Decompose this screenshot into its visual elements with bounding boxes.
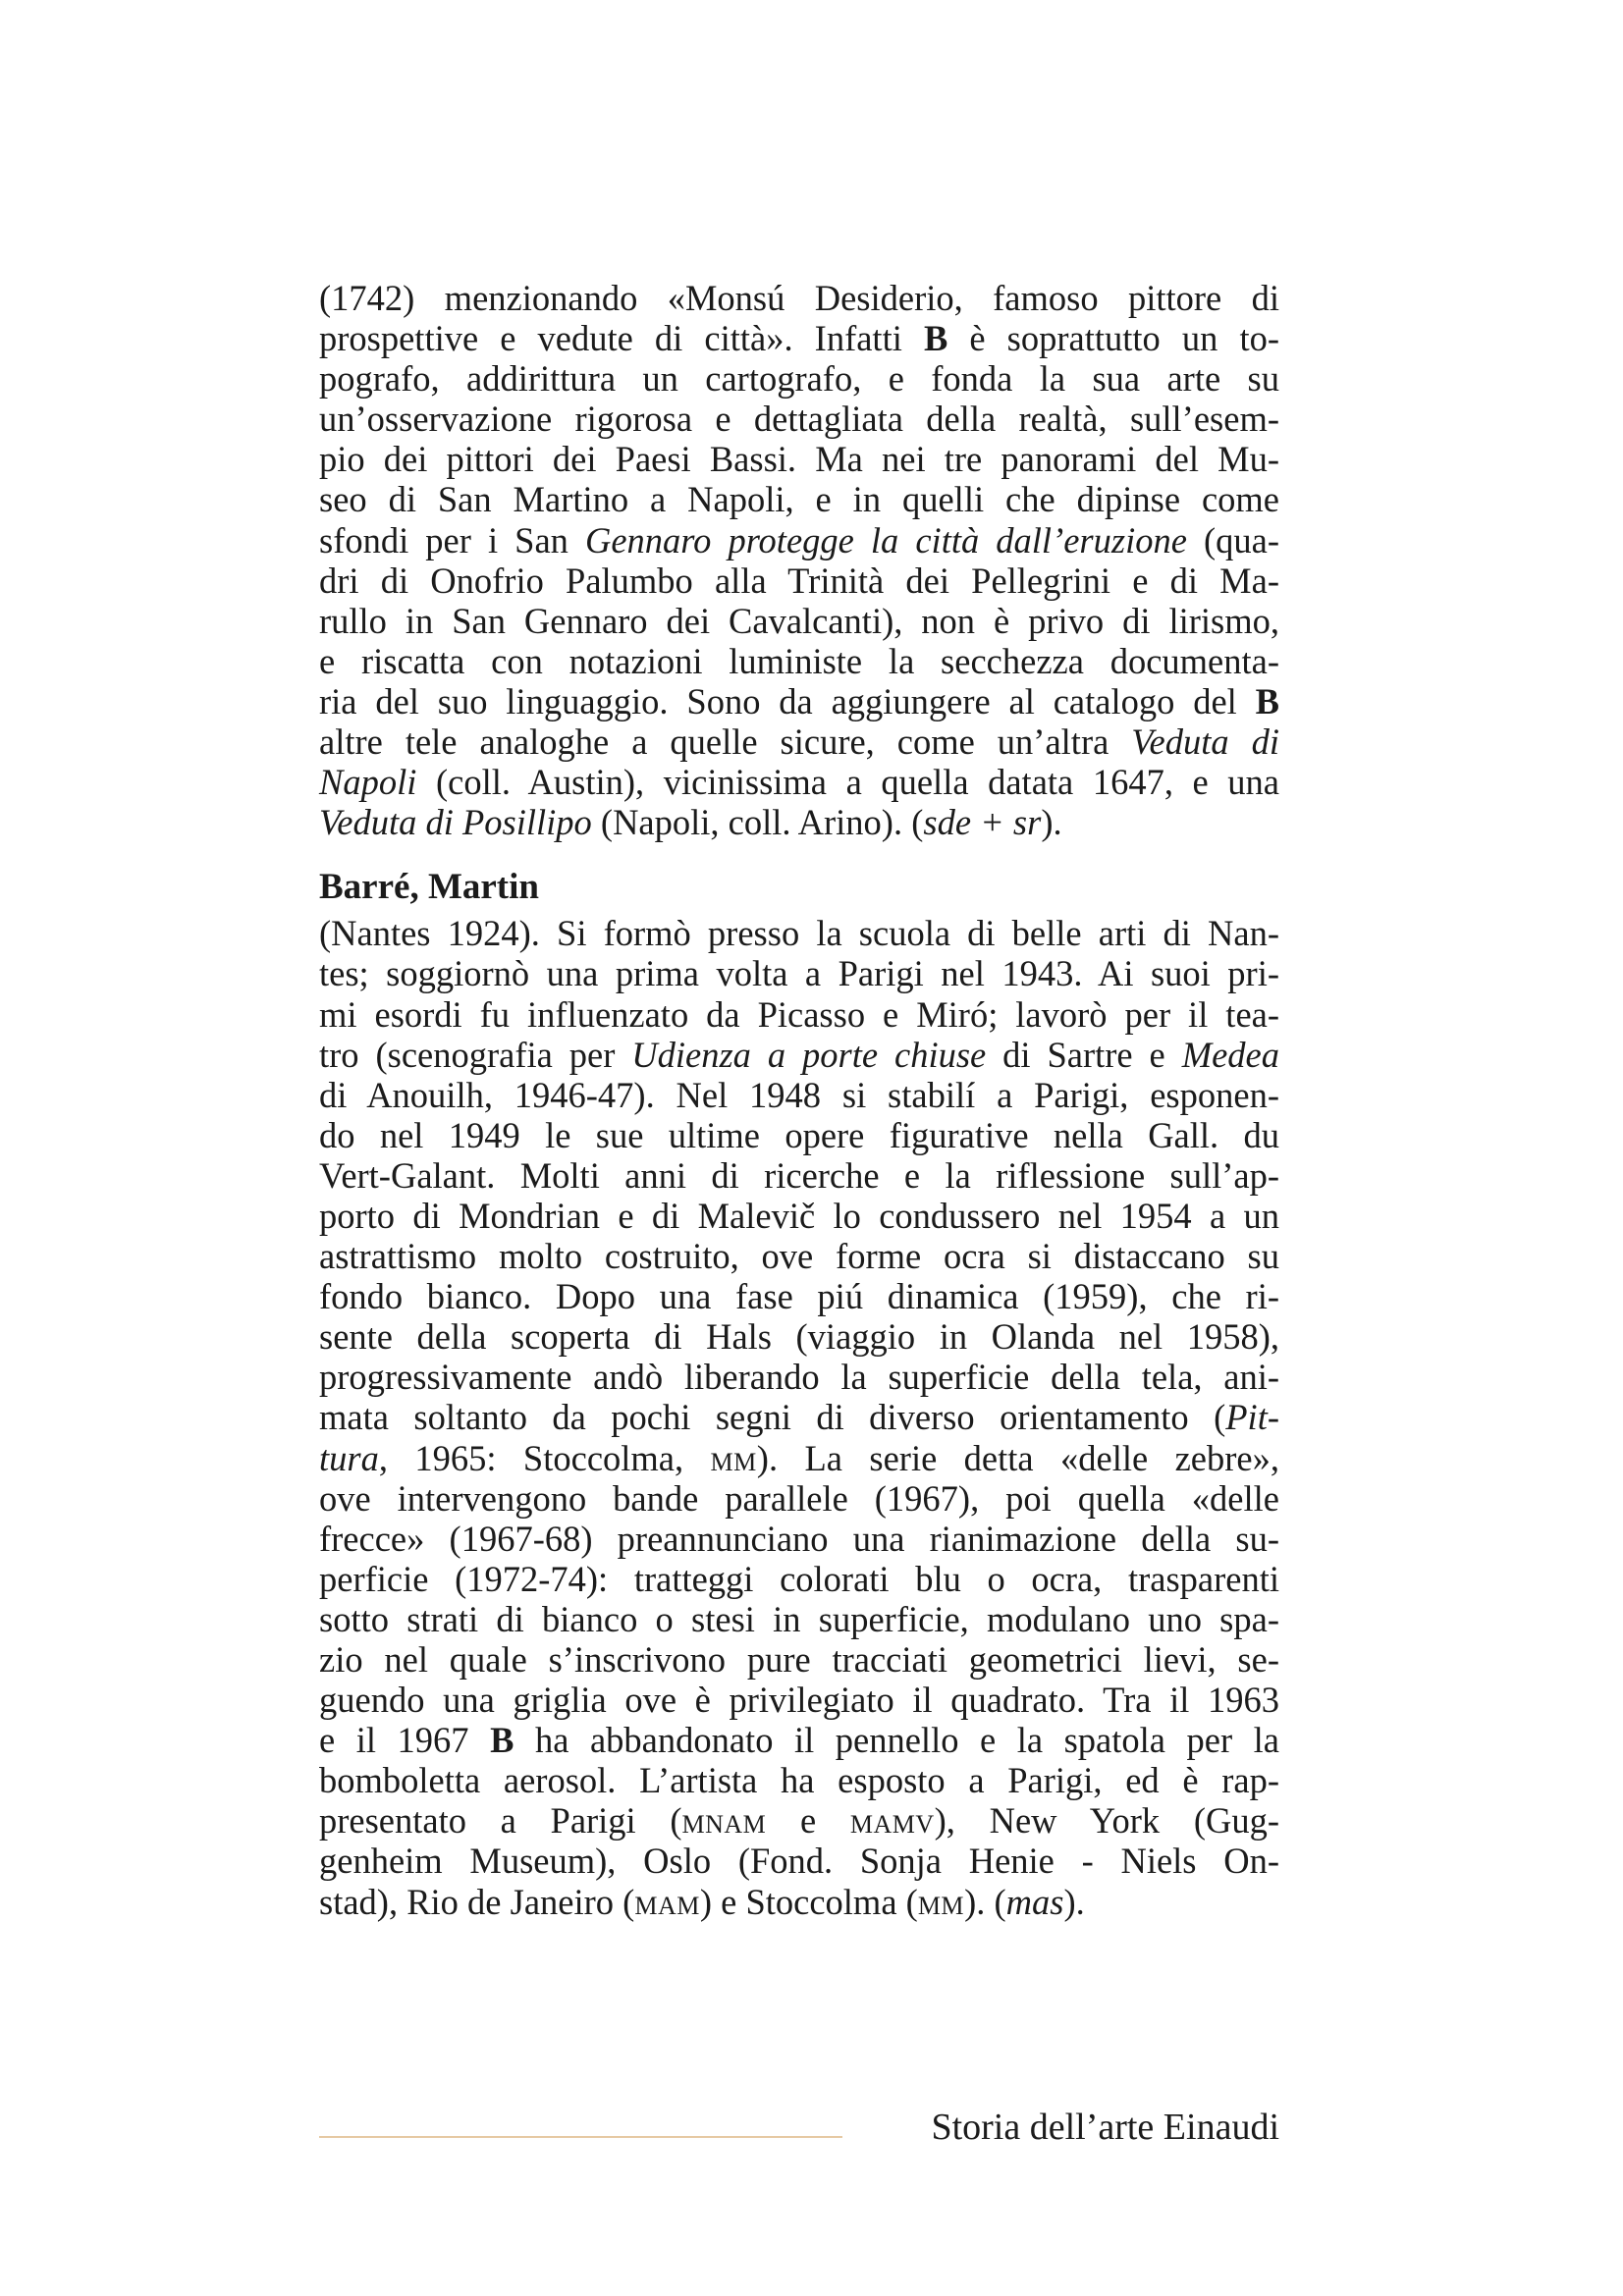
text-run: ). (1063, 1881, 1085, 1922)
text-run: e riscatta con notazioni luministe la secchezza documenta- (319, 640, 1279, 681)
text-run: guendo una griglia ove è privilegiato il quadrato. Tra il 1963 (319, 1680, 1279, 1721)
text-run: presentato a Parigi ( (319, 1800, 682, 1842)
text-line (319, 1478, 1279, 1519)
text-run: è soprattutto un to- (947, 318, 1279, 359)
text-line (319, 561, 1279, 601)
text-run: prospettive e vedute di città». Infatti (319, 318, 924, 359)
text-run: ria del suo linguaggio. Sono da aggiungere al catalogo del (319, 680, 1256, 721)
italic-text: Pit- (1225, 1397, 1279, 1438)
text-run: e il 1967 (319, 1720, 491, 1761)
text-run: un’osservazione rigorosa e dettagliata della realtà, sull’esem- (319, 399, 1279, 440)
text-run: stad), Rio de Janeiro ( (319, 1881, 635, 1922)
text-line (319, 479, 1279, 519)
text-line (319, 721, 1279, 762)
italic-text: sde + sr (923, 802, 1042, 843)
small-caps-text: mamv (849, 1800, 935, 1842)
small-caps-text: mm (917, 1881, 965, 1922)
text-run: ). ( (964, 1881, 1006, 1922)
text-run: pio dei pittori dei Paesi Bassi. Ma nei tre panorami del Mu- (319, 439, 1279, 480)
entry-heading: Barré, Martin (319, 867, 539, 908)
text-line (319, 681, 1279, 721)
small-caps-text: mnam (681, 1800, 767, 1842)
text-run: frecce» (1967-68) preannunciano una rianimazione della su- (319, 1518, 1279, 1559)
text-line (319, 439, 1279, 479)
text-line (319, 1882, 1279, 1922)
text-run: , 1965: Stoccolma, (378, 1437, 711, 1478)
text-run: (1742) menzionando «Monsú Desiderio, famoso pittore di (319, 278, 1279, 318)
text-line (319, 762, 1279, 802)
italic-text: tura (319, 1437, 379, 1478)
text-line (319, 399, 1279, 439)
text-column (319, 278, 1279, 1922)
italic-text: mas (1005, 1881, 1064, 1922)
text-line (319, 601, 1279, 641)
text-run: mata soltanto da pochi segni di diverso orientamento ( (319, 1397, 1226, 1438)
text-run: ). (1041, 802, 1062, 843)
text-line (319, 520, 1279, 561)
text-line (319, 1236, 1279, 1276)
text-run: di Sartre e (986, 1034, 1182, 1075)
text-run: pografo, addirittura un cartografo, e fonda la sua arte su (319, 358, 1279, 400)
text-line (319, 1599, 1279, 1639)
entry-continuation (319, 278, 1279, 842)
small-caps-text: mam (634, 1881, 700, 1922)
text-line (319, 1760, 1279, 1800)
text-run: porto di Mondrian e di Malevič lo condussero nel 1954 a un (319, 1195, 1279, 1236)
text-run: sfondi per i San (319, 519, 585, 561)
bold-text: B (490, 1720, 514, 1761)
text-line (319, 994, 1279, 1035)
text-run: e (766, 1800, 850, 1842)
text-run: tes; soggiornò una prima volta a Parigi nel 1943. Ai suoi pri- (319, 953, 1279, 994)
italic-text: Veduta di Posillipo (319, 802, 592, 843)
italic-text: Udienza a porte chiuse (631, 1034, 987, 1075)
entry-body (319, 913, 1279, 1921)
text-run: ha abbandonato il pennello e la spatola per la (514, 1720, 1279, 1761)
text-run: progressivamente andò liberando la superficie della tela, ani- (319, 1357, 1279, 1398)
text-run: do nel 1949 le sue ultime opere figurative nella Gall. du (319, 1114, 1279, 1155)
page-footer (319, 2104, 1279, 2163)
text-run: (qua- (1186, 519, 1280, 561)
small-caps-text: mm (710, 1437, 757, 1478)
text-run: sotto strati di bianco o stesi in superficie, modulano uno spa- (319, 1598, 1279, 1639)
text-line (319, 1519, 1279, 1559)
text-line (319, 1196, 1279, 1236)
bold-text: B (923, 318, 948, 359)
footer-rule (319, 2136, 842, 2138)
text-run: ). La serie detta «delle zebre», (756, 1437, 1279, 1478)
text-run: ove intervengono bande parallele (1967), poi quella «delle (319, 1477, 1279, 1519)
text-run: bomboletta aerosol. L’artista ha esposto a Parigi, ed è rap- (319, 1760, 1279, 1801)
italic-text: Veduta di (1131, 721, 1279, 763)
text-line (319, 1115, 1279, 1155)
text-run: mi esordi fu influenzato da Picasso e Miró; lavorò per il tea- (319, 993, 1279, 1035)
italic-text: Napoli (319, 762, 417, 803)
text-line (319, 802, 1279, 842)
text-line (319, 318, 1279, 358)
text-line (319, 1316, 1279, 1357)
text-run: altre tele analoghe a quelle sicure, come un’altra (319, 721, 1132, 763)
text-run: seo di San Martino a Napoli, e in quelli che dipinse come (319, 479, 1279, 520)
text-line (319, 1276, 1279, 1316)
italic-text: Gennaro protegge la città dall’eruzione (584, 519, 1187, 561)
bold-text: B (1255, 680, 1279, 721)
text-line (319, 1800, 1279, 1841)
text-run: ) e Stoccolma ( (699, 1881, 918, 1922)
text-line (319, 358, 1279, 399)
text-line (319, 1035, 1279, 1075)
text-line (319, 278, 1279, 318)
text-run: tro (scenografia per (319, 1034, 632, 1075)
text-line (319, 1559, 1279, 1599)
text-line (319, 1075, 1279, 1115)
text-line (319, 1438, 1279, 1478)
text-run: zio nel quale s’inscrivono pure tracciati geometrici lievi, se- (319, 1639, 1279, 1680)
text-run: di Anouilh, 1946-47). Nel 1948 si stabilí a Parigi, esponen- (319, 1074, 1279, 1115)
footer-title: Storia dell’arte Einaudi (931, 2107, 1279, 2148)
text-run: sente della scoperta di Hals (viaggio in Olanda nel 1958), (319, 1316, 1279, 1358)
text-run: (Nantes 1924). Si formò presso la scuola di belle arti di Nan- (319, 913, 1279, 954)
text-line (319, 641, 1279, 681)
text-run: ), New York (Gug- (934, 1800, 1279, 1842)
text-run: genheim Museum), Oslo (Fond. Sonja Henie - Niels On- (319, 1841, 1279, 1882)
text-line (319, 953, 1279, 993)
text-line (319, 1155, 1279, 1196)
text-line (319, 1680, 1279, 1720)
text-run: dri di Onofrio Palumbo alla Trinità dei Pellegrini e di Ma- (319, 560, 1279, 601)
text-line (319, 1841, 1279, 1881)
text-run: Vert-Galant. Molti anni di ricerche e la riflessione sull’ap- (319, 1154, 1279, 1196)
text-line (319, 913, 1279, 953)
text-run: rullo in San Gennaro dei Cavalcanti), non è privo di lirismo, (319, 600, 1279, 641)
text-line (319, 1639, 1279, 1680)
text-line (319, 1357, 1279, 1397)
text-line (319, 1397, 1279, 1437)
text-run: perficie (1972-74): tratteggi colorati blu o ocra, trasparenti (319, 1558, 1279, 1599)
italic-text: Medea (1181, 1034, 1279, 1075)
text-run: fondo bianco. Dopo una fase piú dinamica (1959), che ri- (319, 1276, 1279, 1317)
text-line (319, 1720, 1279, 1760)
text-run: (coll. Austin), vicinissima a quella datata 1647, e una (416, 762, 1279, 803)
text-run: astrattismo molto costruito, ove forme ocra si distaccano su (319, 1236, 1279, 1277)
text-run: (Napoli, coll. Arino). ( (591, 802, 924, 843)
